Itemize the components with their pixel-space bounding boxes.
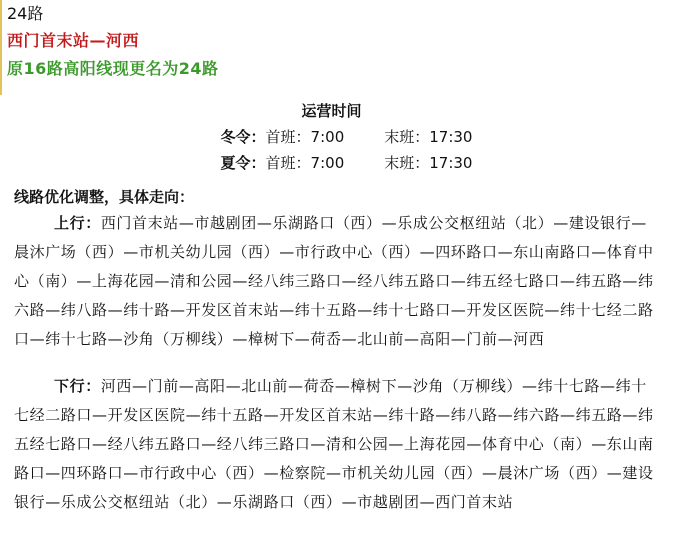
winter-schedule-row: [0, 126, 693, 148]
schedule-title: 运营时间: [301, 102, 362, 120]
route-rename-note: 原16路高阳线现更名为24路: [7, 59, 219, 78]
winter-label: 冬令：: [220, 128, 266, 146]
upbound-label: 上行：: [54, 214, 101, 232]
left-divider-rule: [0, 0, 2, 95]
winter-last-bus: 末班：17:30: [384, 128, 473, 146]
operating-schedule: [0, 100, 693, 174]
summer-label: 夏令：: [220, 154, 266, 172]
upbound-route-paragraph: [14, 209, 659, 354]
downbound-route-paragraph: [14, 372, 659, 517]
downbound-stops: 河西—门前—高阳—北山前—荷岙—樟树下—沙角（万柳线）—纬十七路—纬十七经二路口—开发区医院—纬十五路—开发区首末站—纬十路—纬八路—纬六路—纬五路—纬五经七路口—经八纬五路口—经八纬三路口—清和公园—上海花园—体育中心（南）—东山南路口—四环路口—市行政中心（西）—检察院—市机关幼儿园（西）—晨沐广场（西）—建设银行—乐成公交枢纽站（北）—乐湖路口（西）—市越剧团—西门首末站: [14, 377, 654, 511]
winter-first-bus: 首班：7:00: [265, 128, 345, 146]
route-optimization-heading: 线路优化调整，具体走向：: [14, 188, 195, 206]
route-terminals: 西门首末站—河西: [7, 31, 140, 50]
upbound-stops: 西门首末站—市越剧团—乐湖路口（西）—乐成公交枢纽站（北）—建设银行—晨沐广场（西）—市机关幼儿园（西）—市行政中心（西）—四环路口—东山南路口—体育中心（南）—上海花园—清和公园—经八纬三路口—经八纬五路口—纬五经七路口—纬五路—纬六路—纬八路—纬十路—开发区首末站—纬十五路—纬十七路口—开发区医院—纬十七经二路口—纬十七路—沙角（万柳线）—樟树下—荷岙—北山前—高阳—门前—河西: [14, 214, 654, 348]
summer-first-bus: 首班：7:00: [265, 154, 345, 172]
summer-last-bus: 末班：17:30: [384, 154, 473, 172]
downbound-label: 下行：: [54, 377, 101, 395]
route-name: 24路: [7, 4, 44, 23]
summer-schedule-row: [0, 152, 693, 174]
